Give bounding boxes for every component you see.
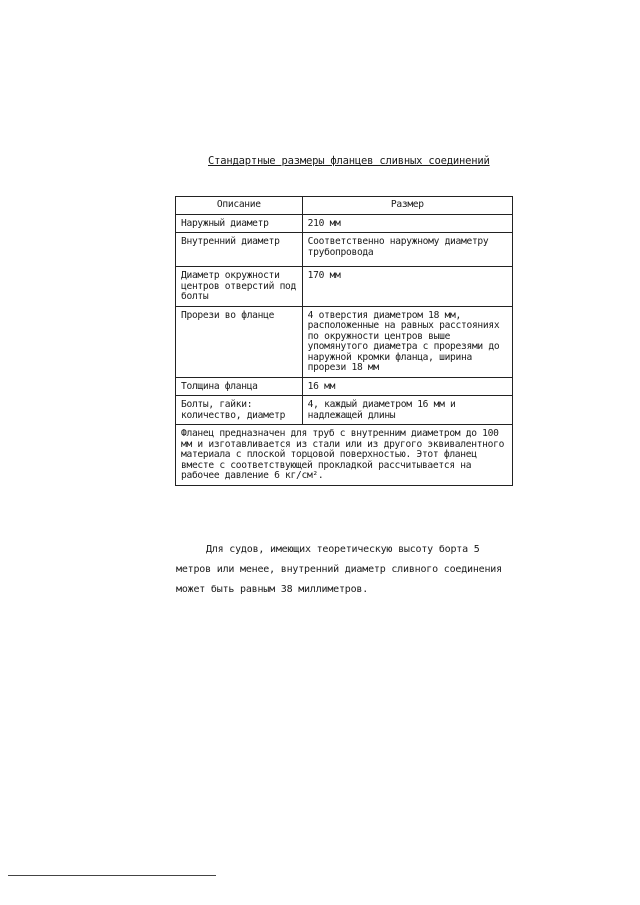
table-row xyxy=(176,214,513,233)
row-description: Наружный диаметр xyxy=(176,214,303,233)
row-description: Прорези во фланце xyxy=(176,306,303,377)
row-value: 16 мм xyxy=(302,377,512,396)
row-value: 4, каждый диаметром 16 мм и надлежащей длины xyxy=(302,396,512,425)
footnote-divider xyxy=(8,875,216,876)
table-row xyxy=(176,233,513,267)
row-description: Болты, гайки: количество, диаметр xyxy=(176,396,303,425)
row-description: Толщина фланца xyxy=(176,377,303,396)
flange-dimensions-table xyxy=(175,196,513,486)
table-row xyxy=(176,267,513,307)
table-note-row xyxy=(176,425,513,486)
row-description: Внутренний диаметр xyxy=(176,233,303,267)
table-header-row xyxy=(176,197,513,215)
table-note: Фланец предназначен для труб с внутренним диаметром до 100 мм и изготавливается из стали или из другого эквивалентного материала с плоской торцовой поверхностью. Этот фланец вместе с соответствующей прокладкой рассчитывается на рабочее давление 6 кг/см². xyxy=(176,425,513,486)
table-title: Стандартные размеры фланцев сливных соединений xyxy=(208,155,490,167)
body-paragraph xyxy=(176,540,512,600)
row-value: 4 отверстия диаметром 18 мм, расположенные на равных расстояниях по окружности центров выше упомянутого диаметра с прорезями до наружной кромки фланца, ширина прорези 18 мм xyxy=(302,306,512,377)
paragraph-text: Для судов, имеющих теоретическую высоту борта 5 метров или менее, внутренний диаметр сливного соединения может быть равным 38 миллиметров. xyxy=(176,544,502,595)
table-row xyxy=(176,306,513,377)
row-description: Диаметр окружности центров отверстий под болты xyxy=(176,267,303,307)
table-row xyxy=(176,396,513,425)
row-value: 170 мм xyxy=(302,267,512,307)
row-value: 210 мм xyxy=(302,214,512,233)
table-row xyxy=(176,377,513,396)
header-description: Описание xyxy=(176,197,303,215)
header-size: Размер xyxy=(302,197,512,215)
row-value: Соответственно наружному диаметру трубопровода xyxy=(302,233,512,267)
